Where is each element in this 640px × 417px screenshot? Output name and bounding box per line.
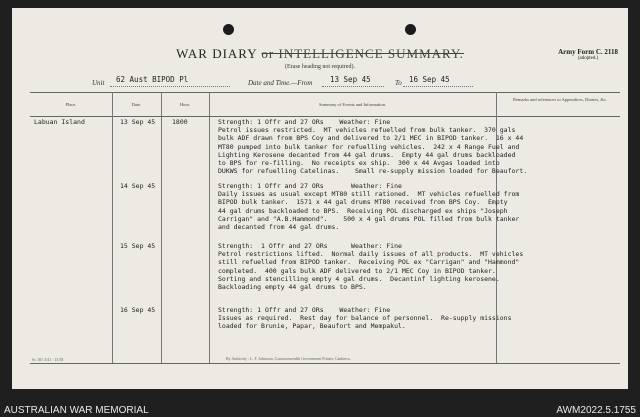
unit-label: Unit <box>92 79 105 87</box>
footer-authority: By Authority : L. F. Johnston, Commonwealth Government Printer, Canberra. <box>226 356 351 361</box>
army-form-number: Army Form C. 2118 <box>558 48 618 56</box>
form-title <box>12 46 628 62</box>
col-header-place: Place. <box>65 102 77 107</box>
punch-hole <box>405 24 416 35</box>
army-form-sub: (adopted.) <box>577 56 599 61</box>
date-label: Date and Time.—From <box>248 79 313 87</box>
col-divider <box>112 92 113 363</box>
table-top-rule <box>30 92 620 93</box>
entry-date: 15 Sep 45 <box>120 242 156 250</box>
date-from: 13 Sep 45 <box>330 75 371 84</box>
entry-hour: 1800 <box>172 118 188 126</box>
footer-print-code: Sc 181 3/41 : 13/38 <box>32 357 64 362</box>
col-header-hour: Hour. <box>179 102 191 107</box>
col-header-remarks: Remarks and references to Appendices, Diaries, &c. <box>512 97 608 102</box>
entry-date: 14 Sep 45 <box>120 182 156 190</box>
entry-date: 13 Sep 45 <box>120 118 156 126</box>
title-main: WAR DIARY <box>176 46 258 61</box>
entry-place: Labuan Island <box>34 118 85 126</box>
form-subtitle: (Erase heading not required). <box>285 64 355 70</box>
table-header-rule <box>30 116 620 117</box>
caption-left: AUSTRALIAN WAR MEMORIAL <box>4 405 149 416</box>
unit-underline <box>110 86 230 87</box>
entry-summary: Strength: 1 Offr and 27 ORs Weather: Fine Issues as required. Rest day for balance of personnel. Re-supply missions loaded for Brunie, Papar, Beaufort and Mempakul. <box>218 306 512 331</box>
col-header-date: Date. <box>131 102 142 107</box>
army-form-label <box>558 48 618 61</box>
date-from-underline <box>322 86 384 87</box>
entry-summary: Strength: 1 Offr and 27 ORs Weather: Fine Petrol issues restricted. MT vehicles refuelled from bulk tanker. 370 gals bulk ADF drawn from BPS Coy and delivered to 2/1 MEC in BIPOD tanker. 16 x 44 MT80 pumped into bulk tanker for refuelling vehicles. 242 x 4 Range Fuel and Lighting Kerosene decanted from 44 gal drums. Empty 44 gal drums backloaded to BPS for re-filling. No receipts ex ship. 300 x 44 Avgas loaded into DUKWS for refuelling Catelinas. Small re-supply mission loaded for Beaufort. <box>218 118 528 176</box>
title-struck: or INTELLIGENCE SUMMARY. <box>261 46 464 61</box>
punch-hole <box>223 24 234 35</box>
col-divider <box>161 92 162 363</box>
unit-value: 62 Aust BIPOD Pl <box>116 75 189 84</box>
date-to-underline <box>403 86 473 87</box>
entry-summary: Strength: 1 Offr and 27 ORs Weather: Fine Petrol restrictions lifted. Normal daily issues of all products. MT vehicles still refuelled from BIPOD tanker. Receiving POL ex "Carrigan" and "Hammond" completed. 400 gals bulk ADF delivered to 2/1 MEC Coy in BIPOD tanker. Sorting and stencilling empty 4 gal drums. Decantinf lighting kerosene. Backloading empty 44 gal drums to BPS. <box>218 242 524 292</box>
diary-sheet <box>12 8 628 389</box>
to-label: To <box>395 79 402 87</box>
entry-date: 16 Sep 45 <box>120 306 156 314</box>
caption-right: AWM2022.5.1755 <box>556 405 636 416</box>
col-header-summary: Summary of Events and Information. <box>318 102 387 107</box>
col-divider <box>209 92 210 363</box>
date-to: 16 Sep 45 <box>409 75 450 84</box>
entry-summary: Strength: 1 Offr and 27 ORs Weather: Fine Daily issues as usual except MT80 still rationed. MT vehicles refuelled from BIPOD bulk tanker. 1571 x 44 gal drums MT80 received from BPS Coy. Empty 44 gal drums backloaded to BPS. Receiving POL discharged ex ships "Joseph Carrigan" and "A.B.Hammond". 500 x 4 gal drums POL filled from bulk tanker and decanted from 44 gal drums. <box>218 182 520 232</box>
table-bottom-rule <box>30 363 620 364</box>
